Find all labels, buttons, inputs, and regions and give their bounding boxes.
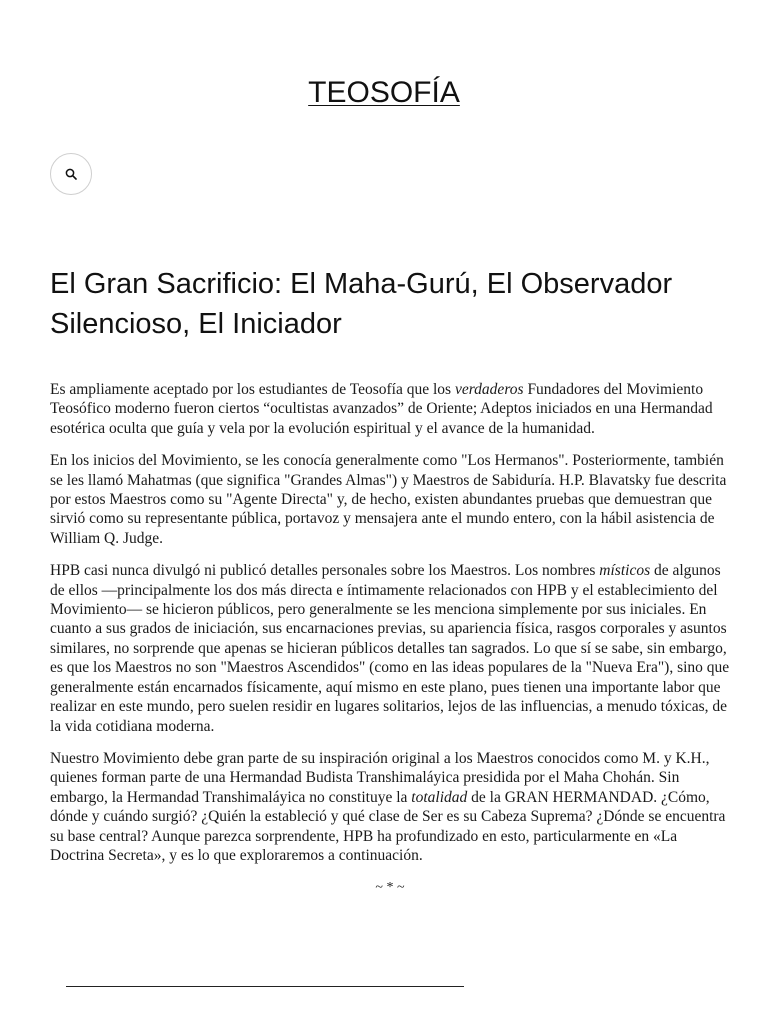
site-title (0, 74, 768, 112)
section-separator: ~ * ~ (375, 880, 405, 896)
paragraph-3-emphasis: místicos (599, 562, 651, 580)
post-content (50, 380, 730, 898)
horizontal-rule (66, 986, 464, 987)
paragraph-3-text-a: HPB casi nunca divulgó ni publicó detalles personales sobre los Maestros. Los nombres (50, 562, 600, 580)
post-title: El Gran Sacrificio: El Maha-Gurú, El Observador Silencioso, El Iniciador (50, 268, 673, 340)
paragraph-4-emphasis: totalidad (411, 788, 468, 806)
paragraph-4 (50, 749, 730, 865)
paragraph-3-text-b: de algunos de ellos —principalmente los dos más directa e íntimamente relacionados con HPB y el establecimiento del Movimiento— se hicieron públicos, pero generalmente se les menciona simplemente por sus iniciales. En cuanto a sus grados de iniciación, sus encarnaciones previas, su apariencia física, rasgos corporales y asuntos similares, no sorprende que apenas se hicieran públicos detalles tan sagrados. Lo que sí se sabe, sin embargo, es que los Maestros no son "Maestros Ascendidos" (como en las ideas populares de la "Nueva Era"), sino que generalmente están encarnados físicamente, aquí mismo en este plano, pues tienen una importante labor que realizar en este mundo, pero suelen residir en lugares solitarios, lejos de las influencias, a menudo tóxicas, de la vida cotidiana moderna. (50, 562, 730, 735)
site-title-link[interactable]: TEOSOFÍA (308, 76, 460, 109)
paragraph-1-emphasis: verdaderos (454, 381, 524, 398)
paragraph-1-text-a: Es ampliamente aceptado por los estudiantes de Teosofía que los (50, 381, 455, 398)
paragraph-1-text-b: Fundadores del Movimiento Teosófico moderno fueron ciertos “ocultistas avanzados” de Oriente; Adeptos iniciados en una Hermandad esotérica oculta que guía y vela por la evolución espiritual y el avance de la humanidad. (50, 381, 713, 437)
search-button[interactable] (50, 153, 92, 195)
paragraph-4-text-b: de la GRAN HERMANDAD. ¿Cómo, dónde y cuándo surgió? ¿Quién la estableció y qué clase de Ser es su Cabeza Suprema? ¿Dónde se encuentra su base central? Aunque parezca sorprendente, HPB ha profundizado en esto, particularmente en «La Doctrina Secreta», y es lo que exploraremos a continuación. (50, 788, 726, 864)
paragraph-1 (50, 380, 730, 438)
paragraph-2: En los inicios del Movimiento, se les conocía generalmente como "Los Hermanos". Posteriormente, también se les llamó Mahatmas (que significa "Grandes Almas") y Maestros de Sabiduría. H.P. Blavatsky fue descrita por estos Maestros como su "Agente Directa" y, de hecho, existen abundantes pruebas que demuestran que sirvió como su representante pública, portavoz y mensajera ante el mundo entero, con la hábil asistencia de William Q. Judge. (50, 452, 727, 547)
paragraph-4-text-a: Nuestro Movimiento debe gran parte de su inspiración original a los Maestros conocidos como M. y K.H., quienes forman parte de una Hermandad Budista Transhimaláyica presidida por el Maha Chohán. Sin embargo, la Hermandad Transhimaláyica no constituye la (50, 749, 710, 806)
paragraph-3 (50, 561, 730, 736)
search-icon (65, 168, 77, 180)
